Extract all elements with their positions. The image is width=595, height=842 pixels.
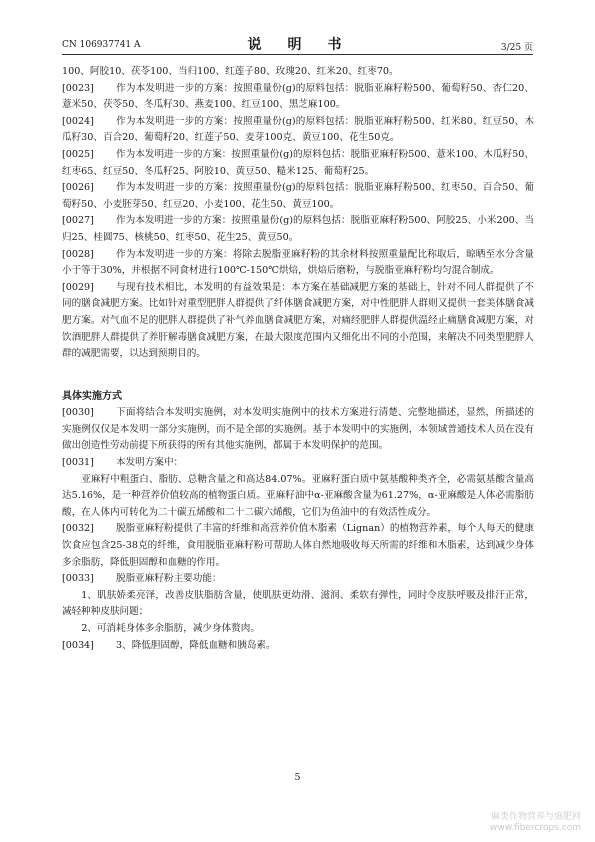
paragraph-flaxseed-nutrition: 亚麻籽中粗蛋白、脂肪、总糖含量之和高达84.07%。亚麻籽蛋白质中氨基酸种类齐全，必需氨基酸含量高达5.16%，是一种营养价值较高的植物蛋白质。亚麻籽油中α-亚麻酸含量为61.27%，α-亚麻酸是人体必需脂肪酸，在人体内可转化为二十碳五烯酸和二十二碳六烯酸，它们为鱼油中的有效活性成分。 — [62, 473, 534, 518]
paragraph-number: [0031] — [62, 457, 94, 469]
paragraph-number: [0028] — [62, 248, 94, 260]
publication-number: CN 106937741 A — [62, 40, 141, 50]
watermark — [490, 812, 581, 834]
document-title: 说 明 书 — [247, 37, 348, 53]
paragraph-number: [0024] — [62, 115, 94, 127]
paragraph-0034: [0034] 3、降低胆固醇，降低血糖和胰岛素。 — [62, 638, 534, 655]
paragraph-0029: [0029] 与现有技术相比，本发明的有益效果是：本方案在基础减肥方案的基础上，针对不同人群提供了不同的膳食减肥方案。比如针对重型肥胖人群提供了纤体膳食减肥方案，对中性肥胖人群则又提供一套美体膳食减肥方案。对气血不足的肥胖人群提供了补气养血膳食减肥方案，对痛经肥胖人群提供温经止痛膳食减肥方案，对饮酒肥胖人群提供了养肝解毒膳食减肥方案，在最大限度范围内又细化出不同的小范围，来解决不同类型肥胖人群的减肥需要，以达到预期目的。 — [62, 281, 534, 360]
paragraph-number: [0030] — [62, 407, 94, 419]
paragraph-0031: [0031] 本发明方案中： — [62, 455, 534, 472]
section-heading: 具体实施方式 — [62, 390, 122, 402]
paragraph-0033: [0033] 脱脂亚麻籽粉主要功能： — [62, 571, 534, 588]
page-count: 3/25 页 — [500, 43, 533, 53]
page-number: 5 — [294, 772, 301, 783]
paragraph-number: [0029] — [62, 281, 94, 293]
document-body — [62, 64, 534, 654]
paragraph-number: [0027] — [62, 215, 94, 227]
paragraph-number: [0032] — [62, 523, 94, 535]
paragraph-number: [0034] — [62, 639, 94, 651]
paragraph-0028: [0028] 作为本发明进一步的方案：将除去脱脂亚麻籽粉的其余材料按照重量配比称取后，晾晒至水分含量小于等于30%，并根据不同食材进行100℃-150℃烘焙，烘焙后磨粉，与脱脂亚麻籽粉均匀混合制成。 — [62, 248, 534, 277]
paragraph-number: [0033] — [62, 573, 94, 585]
watermark-site-name: 麻类作物营养与施肥网 — [490, 812, 581, 822]
paragraph-number: [0025] — [62, 148, 94, 160]
watermark-url: www.fibercrops.com — [490, 823, 581, 833]
paragraph-0030: [0030] 下面将结合本发明实施例，对本发明实施例中的技术方案进行清楚、完整地描述，显然，所描述的实施例仅仅是本发明一部分实施例，而不是全部的实施例。基于本发明中的实施例，本领域普通技术人员在没有做出创造性劳动前提下所获得的所有其他实施例，都属于本发明保护的范围。 — [62, 407, 534, 452]
paragraph-0024: [0024] 作为本发明进一步的方案：按照重量份(g)的原料包括：脱脂亚麻籽粉500、红米80、红豆50、木瓜籽30、百合20、葡萄籽20、红莲子50、麦芽100克、黄豆100、花生50克。 — [62, 115, 534, 144]
paragraph-number: [0026] — [62, 182, 94, 194]
list-item-function-1: 1、肌肤娇柔亮泽，改善皮肤脂肪含量，使肌肤更幼滑、滋润、柔软有弹性，同时令皮肤呼吸及排汗正常，减轻种种皮肤问题； — [62, 589, 534, 618]
paragraph-0026: [0026] 作为本发明进一步的方案：按照重量份(g)的原料包括：脱脂亚麻籽粉500、红枣50、百合50、葡萄籽50、小麦胚芽50、红豆20、小麦100、花生50、黄豆100。 — [62, 182, 534, 210]
paragraph-0025: [0025] 作为本发明进一步的方案：按照重量份(g)的原料包括：脱脂亚麻籽粉500、薏米100、木瓜籽50、红枣65、红豆50、冬瓜籽25、阿胶10、黄豆50、糙米125、葡萄籽25。 — [62, 148, 534, 177]
paragraph-continuation: 100、阿胶10、茯苓100、当归100、红莲子80、玫瑰20、红米20、红枣70。 — [62, 66, 399, 77]
paragraph-number: [0023] — [62, 82, 94, 94]
paragraph-0027: [0027] 作为本发明进一步的方案：按照重量份(g)的原料包括：脱脂亚麻籽粉500、阿胶25、小米200、当归25、桂圆75、核桃50、红枣50、花生25、黄豆50。 — [62, 215, 534, 243]
paragraph-0032: [0032] 脱脂亚麻籽粉提供了丰富的纤维和高营养价值木脂素（Lignan）的植物营养素，每个人每天的健康饮食应包含25-38克的纤维，食用脱脂亚麻籽粉可帮助人体自然地吸收每天所需的纤维和木脂素，达到减少身体多余脂肪，降低胆固醇和血糖的作用。 — [62, 523, 534, 568]
paragraph-0023: [0023] 作为本发明进一步的方案：按照重量份(g)的原料包括：脱脂亚麻籽粉500、葡萄籽50、杏仁20、薏米50、茯苓50、冬瓜籽30、燕麦100、红豆100、黑芝麻100。 — [62, 82, 534, 111]
list-item-function-2: 2、可消耗身体多余脂肪，减少身体赘肉。 — [81, 623, 260, 634]
page-header — [62, 28, 533, 55]
